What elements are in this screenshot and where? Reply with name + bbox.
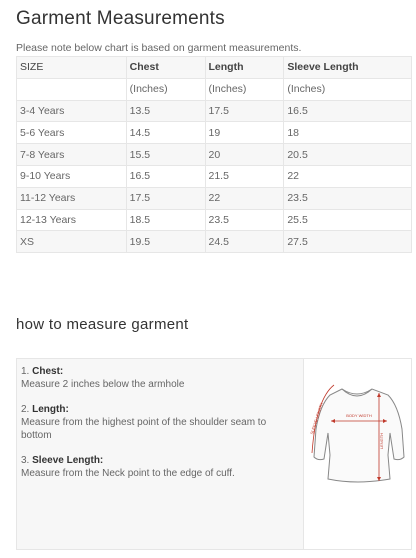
table-row (17, 231, 412, 253)
cell-chest: 14.5 (126, 122, 205, 144)
table-row (17, 144, 412, 166)
cell-size: 12-13 Years (17, 209, 127, 231)
cell-chest: 15.5 (126, 144, 205, 166)
table-row (17, 187, 412, 209)
cell-length: 22 (205, 187, 284, 209)
instruction-label: Sleeve Length: (32, 455, 104, 466)
instruction-chest (21, 365, 299, 391)
unit-size (17, 78, 127, 100)
table-row (17, 122, 412, 144)
instruction-label: Chest: (32, 366, 64, 377)
length-label: LENGTH (379, 432, 384, 450)
instruction-number: 3. (21, 455, 30, 466)
cell-length: 17.5 (205, 100, 284, 122)
cell-size: 7-8 Years (17, 144, 127, 166)
size-chart-table (16, 56, 412, 253)
cell-length: 19 (205, 122, 284, 144)
cell-sleeve: 27.5 (284, 231, 412, 253)
sweatshirt-outline (314, 389, 404, 482)
cell-length: 21.5 (205, 165, 284, 187)
cell-length: 20 (205, 144, 284, 166)
sleeve-length-label: SLEEVE LENGTH (309, 402, 325, 435)
cell-chest: 17.5 (126, 187, 205, 209)
cell-sleeve: 18 (284, 122, 412, 144)
header-sleeve-length: Sleeve Length (284, 57, 412, 79)
table-row (17, 209, 412, 231)
cell-sleeve: 22 (284, 165, 412, 187)
table-row (17, 100, 412, 122)
sweatshirt-diagram-icon (304, 359, 411, 549)
page-title: Garment Measurements (16, 8, 225, 29)
cell-chest: 18.5 (126, 209, 205, 231)
instruction-number: 2. (21, 404, 30, 415)
instruction-desc: Measure 2 inches below the armhole (21, 379, 185, 390)
header-chest: Chest (126, 57, 205, 79)
cell-chest: 16.5 (126, 165, 205, 187)
instruction-desc: Measure from the Neck point to the edge of cuff. (21, 468, 235, 479)
cell-size: 9-10 Years (17, 165, 127, 187)
table-row (17, 165, 412, 187)
table-header-row (17, 57, 412, 79)
unit-sleeve: (Inches) (284, 78, 412, 100)
cell-sleeve: 25.5 (284, 209, 412, 231)
instruction-label: Length: (32, 404, 69, 415)
cell-size: 5-6 Years (17, 122, 127, 144)
cell-length: 24.5 (205, 231, 284, 253)
body-width-label: BODY WIDTH (346, 413, 372, 418)
cell-size: 3-4 Years (17, 100, 127, 122)
cell-size: XS (17, 231, 127, 253)
instruction-length (21, 403, 299, 442)
cell-sleeve: 23.5 (284, 187, 412, 209)
header-length: Length (205, 57, 284, 79)
instruction-desc: Measure from the highest point of the shoulder seam to bottom (21, 417, 267, 441)
unit-chest: (Inches) (126, 78, 205, 100)
chart-note: Please note below chart is based on garment measurements. (16, 42, 302, 54)
instruction-sleeve (21, 454, 299, 480)
measure-instructions (17, 359, 304, 549)
cell-chest: 19.5 (126, 231, 205, 253)
table-units-row (17, 78, 412, 100)
cell-chest: 13.5 (126, 100, 205, 122)
cell-sleeve: 16.5 (284, 100, 412, 122)
instruction-number: 1. (21, 366, 30, 377)
garment-diagram (304, 359, 411, 549)
cell-size: 11-12 Years (17, 187, 127, 209)
header-size: SIZE (17, 57, 127, 79)
unit-length: (Inches) (205, 78, 284, 100)
how-to-measure-title: how to measure garment (16, 316, 189, 333)
cell-sleeve: 20.5 (284, 144, 412, 166)
cell-length: 23.5 (205, 209, 284, 231)
how-to-measure-panel (16, 358, 412, 550)
